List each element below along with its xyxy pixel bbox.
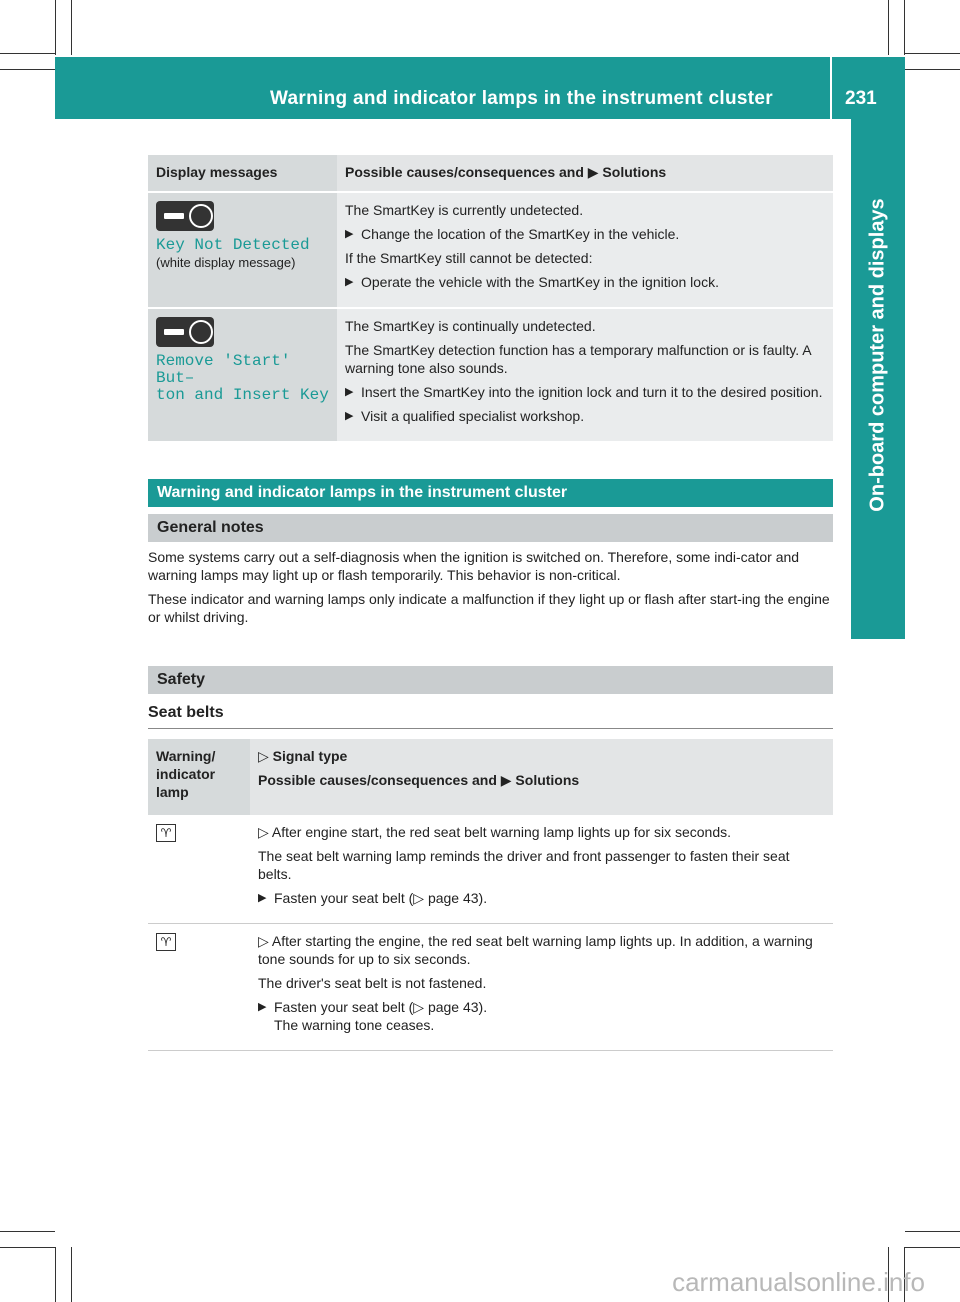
solution-step: ▶ Fasten your seat belt (▷ page 43). — [258, 889, 825, 907]
subsection-heading: General notes — [148, 514, 833, 542]
solution-step: ▶ Change the location of the SmartKey in the vehicle. — [345, 225, 825, 243]
chapter-thumb-marker — [851, 591, 905, 639]
watermark: carmanualsonline.info — [672, 1267, 925, 1297]
header-separator — [830, 57, 832, 119]
column-header: ▷ Signal type — [258, 748, 348, 764]
cause-text: The SmartKey detection function has a temporary malfunction or is faulty. A warning tone also sounds. — [345, 342, 811, 376]
page-number: 231 — [845, 88, 877, 109]
table-row — [148, 192, 833, 308]
table-row — [148, 308, 833, 441]
crop-mark — [71, 1247, 72, 1302]
section-heading: Warning and indicator lamps in the instrument cluster — [148, 479, 833, 507]
table-row — [148, 924, 833, 1051]
smartkey-icon — [156, 317, 214, 347]
crop-mark — [55, 1247, 56, 1302]
table-row — [148, 815, 833, 924]
page-header-title: Warning and indicator lamps in the instrument cluster — [270, 88, 773, 109]
column-header: Possible causes/consequences and ▶ Solutions — [258, 772, 580, 788]
crop-mark — [0, 69, 55, 70]
column-header: Possible causes/consequences and ▶ Solutions — [337, 155, 833, 192]
chapter-side-label: On-board computer and displays — [866, 198, 889, 512]
crop-mark — [71, 0, 72, 55]
cause-text: If the SmartKey still cannot be detected: — [345, 250, 593, 266]
display-message-note: (white display message) — [156, 255, 296, 270]
crop-mark — [905, 1247, 960, 1248]
warning-lamp-table — [148, 739, 833, 1051]
seat-belt-icon: ♈ — [156, 824, 176, 842]
cause-text: The driver's seat belt is not fastened. — [258, 975, 487, 991]
crop-mark — [888, 0, 889, 55]
crop-mark — [0, 1247, 55, 1248]
solution-step: ▶ Visit a qualified specialist workshop. — [345, 407, 825, 425]
crop-mark — [0, 1231, 55, 1232]
crop-mark — [904, 0, 905, 55]
crop-mark — [905, 53, 960, 54]
cause-text: The seat belt warning lamp reminds the driver and front passenger to fasten their seat belts. — [258, 848, 790, 882]
solution-step: ▶ Operate the vehicle with the SmartKey in the ignition lock. — [345, 273, 825, 291]
display-message-text: ton and Insert Key — [156, 386, 329, 404]
cause-text: The SmartKey is currently undetected. — [345, 202, 584, 218]
solution-step: ▶ Insert the SmartKey into the ignition lock and turn it to the desired position. — [345, 383, 825, 401]
column-header: Warning/ indicator lamp — [148, 739, 250, 815]
cause-text: The SmartKey is continually undetected. — [345, 318, 596, 334]
crop-mark — [55, 0, 56, 55]
crop-mark — [0, 53, 55, 54]
display-message-text: Remove 'Start' But– — [156, 352, 291, 387]
body-paragraph: Some systems carry out a self-diagnosis when the ignition is switched on. Therefore, some indi-cator and warning lamps may light up or flash temporarily. This behavior is non-critical. — [148, 549, 800, 583]
subsection-heading: Safety — [148, 666, 833, 694]
solution-result: The warning tone ceases. — [274, 1017, 435, 1033]
body-paragraph: These indicator and warning lamps only indicate a malfunction if they light up or flash after start-ing the engine or whilst driving. — [148, 591, 830, 625]
topic-heading: Seat belts — [148, 704, 833, 729]
signal-text: ▷ After starting the engine, the red seat belt warning lamp lights up. In addition, a warning tone sounds for up to six seconds. — [258, 933, 813, 967]
signal-text: ▷ After engine start, the red seat belt warning lamp lights up for six seconds. — [258, 824, 732, 840]
crop-mark — [905, 69, 960, 70]
table-header-row — [148, 155, 833, 192]
display-message-text: Key Not Detected — [156, 236, 310, 254]
seat-belt-icon: ♈ — [156, 933, 176, 951]
smartkey-icon — [156, 201, 214, 231]
display-messages-table — [148, 155, 833, 441]
crop-mark — [905, 1231, 960, 1232]
column-header: Display messages — [148, 155, 337, 192]
solution-step: ▶ Fasten your seat belt (▷ page 43). — [258, 998, 825, 1016]
table-header-row — [148, 739, 833, 815]
